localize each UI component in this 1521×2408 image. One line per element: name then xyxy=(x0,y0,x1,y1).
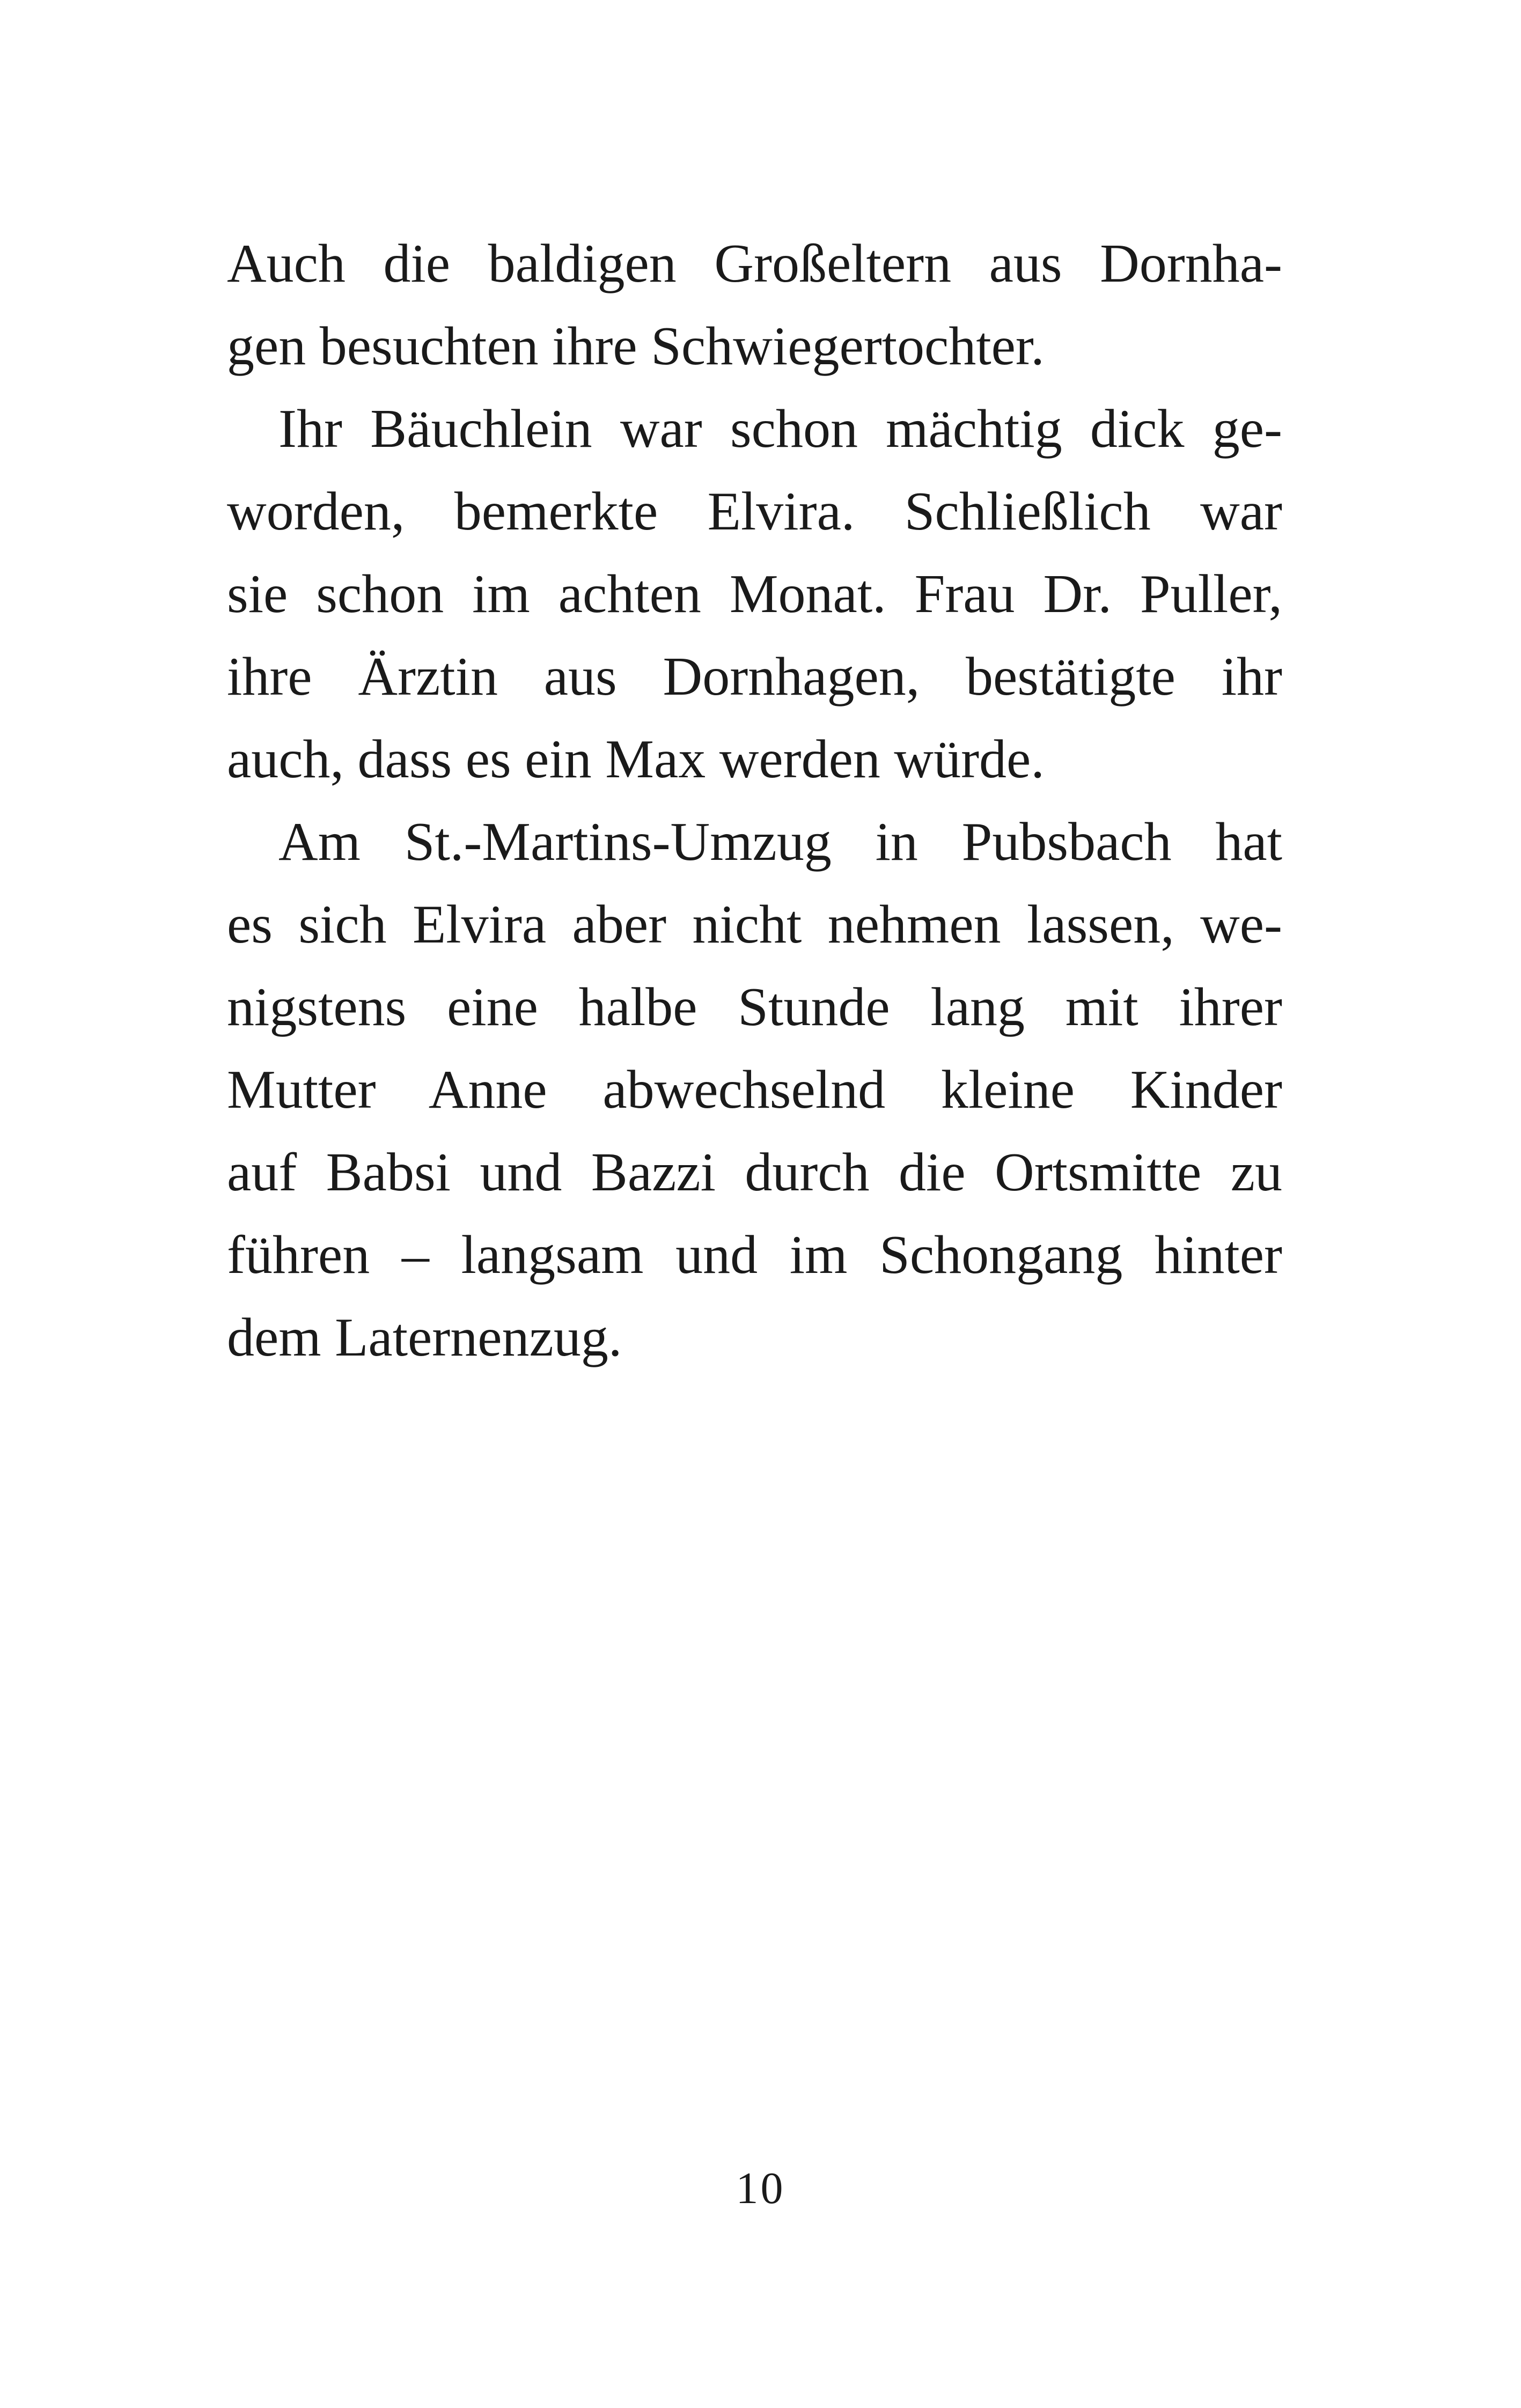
text-line-4: worden, bemerkte Elvira. Schließlich war xyxy=(227,481,1282,542)
text-line-12: auf Babsi und Bazzi durch die Ortsmitte zu xyxy=(227,1142,1282,1203)
text-line-13: führen – langsam und im Schongang hinter xyxy=(227,1225,1282,1285)
text-line-8: Am St.-Martins-Umzug in Pubsbach hat xyxy=(278,812,1282,872)
text-line-6: ihre Ärztin aus Dornhagen, bestätigte ihr xyxy=(227,646,1282,707)
page-number: 10 xyxy=(736,2163,785,2213)
text-line-11: Mutter Anne abwechselnd kleine Kinder xyxy=(227,1059,1282,1120)
text-line-5: sie schon im achten Monat. Frau Dr. Puller, xyxy=(227,564,1282,624)
text-line-1: Auch die baldigen Großeltern aus Dornha- xyxy=(227,233,1282,294)
text-line-14: dem Laternenzug. xyxy=(227,1307,622,1368)
body-text xyxy=(227,223,1282,1379)
text-line-9: es sich Elvira aber nicht nehmen lassen, we- xyxy=(227,894,1282,955)
text-line-7: auch, dass es ein Max werden würde. xyxy=(227,729,1045,790)
text-line-3: Ihr Bäuchlein war schon mächtig dick ge- xyxy=(278,399,1282,459)
text-line-2: gen besuchten ihre Schwiegertochter. xyxy=(227,316,1045,377)
text-line-10: nigstens eine halbe Stunde lang mit ihrer xyxy=(227,977,1282,1037)
